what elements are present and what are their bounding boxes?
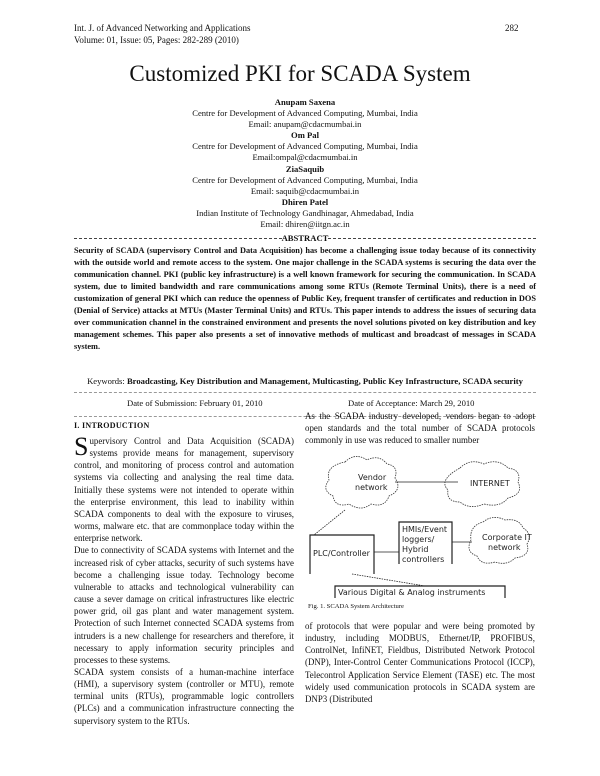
drop-cap: S <box>74 432 89 461</box>
scada-architecture-figure <box>300 452 545 598</box>
divider <box>328 238 536 239</box>
node-label: loggers/ <box>402 535 435 544</box>
node-label: Various Digital & Analog instruments <box>338 588 486 597</box>
author-affiliation: Centre for Development of Advanced Computing, Mumbai, India <box>192 108 418 119</box>
author-affiliation: Indian Institute of Technology Gandhinagar, Ahmedabad, India <box>196 207 414 218</box>
paragraph <box>74 432 294 544</box>
node-label: INTERNET <box>470 479 510 488</box>
author-email: Email: dhiren@iitgn.ac.in <box>260 219 350 230</box>
section-heading: I. INTRODUCTION <box>74 421 150 430</box>
author-name: Om Pal <box>291 130 319 141</box>
acceptance-date: Date of Acceptance: March 29, 2010 <box>348 398 475 408</box>
journal-name: Int. J. of Advanced Networking and Applications <box>74 23 251 33</box>
abstract-heading-row <box>74 233 536 243</box>
author-affiliation: Centre for Development of Advanced Computing, Mumbai, India <box>192 174 418 185</box>
author-email: Email:ompal@cdacmumbai.in <box>252 152 358 163</box>
divider <box>74 392 536 393</box>
node-label: network <box>488 543 521 552</box>
node-label: Corporate IT <box>482 533 532 542</box>
author-affiliation: Centre for Development of Advanced Computing, Mumbai, India <box>192 141 418 152</box>
author-email: Email: anupam@cdacmumbai.in <box>248 119 362 130</box>
paragraph: SCADA system consists of a human-machine interface (HMI), a supervisory system (controller or MTU), remote terminal units (RTUs), programmable logic controllers (PLCs) and a communication infrastructure connecting the supervisory system to the RTUs. <box>74 666 294 726</box>
node-label: Vendor <box>358 473 387 482</box>
link-line <box>352 574 425 586</box>
keywords-label: Keywords: <box>87 376 127 386</box>
paper-title: Customized PKI for SCADA System <box>129 61 471 86</box>
page-number: 282 <box>505 23 519 33</box>
divider <box>74 238 282 239</box>
link-line <box>314 510 345 535</box>
keywords-text: Broadcasting, Key Distribution and Management, Multicasting, Public Key Infrastructure, SCADA security <box>126 376 523 386</box>
journal-volume: Volume: 01, Issue: 05, Pages: 282-289 (2010) <box>74 35 239 45</box>
node-label: Hybrid <box>402 545 429 554</box>
submission-date: Date of Submission: February 01, 2010 <box>127 398 263 408</box>
node-label: PLC/Controller <box>313 549 370 558</box>
right-column-top: As the SCADA industry developed, vendors began to adopt open standards and the total number of SCADA protocols commonly in use was reduced to smaller number <box>305 411 535 446</box>
right-column-bottom: of protocols that were popular and were being promoted by industry, including MODBUS, Ethernet/IP, PROFIBUS, ControlNet, InfiNET, Fieldbus, Distributed Network Protocol (DNP), Inter-Control Center Communications Protocol (ICCP), Telecontrol Application Service Element (TASE) etc. The most widely used communication protocols in SCADA system are DNP3 (Distributed <box>305 621 535 704</box>
node-label: HMIs/Event <box>402 525 448 534</box>
left-column <box>74 432 294 727</box>
keywords <box>74 376 536 387</box>
figure-caption: Fig. 1. SCADA System Architecture <box>308 603 404 610</box>
abstract-text: Security of SCADA (supervisory Control and Data Acquisition) has become a challenging issue today because of its connectivity with the outside world and remote access to the system. One major challenge in the SCADA systems is securing the data over the communication channel. PKI (public key infrastructure) is a well known framework for securing the communication. In SCADA system, due to limited bandwidth and rare communications among some RTUs (Remote Terminal Units), there is a need of customization of general PKI which can reduce the openness of Public Key, frequent transfer of certificates and reduction in DOS (Denial of Service) attacks at MTUs (Master Terminal Units) and RTUs. This paper intends to address the issues of securing data over communication channel in the constrained environment and presents the novel solutions pivoted on key distribution and key management schemes. This paper also presents a set of innovative methods of multicast and broadcast of messages in SCADA system. <box>74 246 536 351</box>
paragraph-text: upervisory Control and Data Acquisition (SCADA) systems provide means for management, supervisory control, and monitoring of process control and automation systems via collecting and analysing the real time data. Initially these systems were not intended to operate within the enterprise environment, this lead to inability within SCADA components to deal with the exposure to viruses, worms, malware etc. that are commonplace today within the enterprise network. <box>74 436 294 544</box>
node-label: controllers <box>402 555 445 564</box>
author-email: Email: saquib@cdacmumbai.in <box>250 185 360 196</box>
author-name: Dhiren Patel <box>281 196 329 207</box>
author-name: ZiaSaquib <box>285 163 325 174</box>
abstract-heading: ABSTRACT <box>281 233 329 243</box>
author-list <box>74 97 536 230</box>
paragraph: Due to connectivity of SCADA systems with Internet and the increased risk of cyber attacks, security of such systems have become a challenging issue today. Technology become vulnerable to attacks and technological vulnerability can cause a sever damage on critical infrastructures like electric power grid, oil gas plant and water management system. Protection of such Internet connected SCADA systems from intruders is a new challenge for researchers and therefore, it necessary to apply information security principles and processes to these systems. <box>74 545 294 665</box>
author-name: Anupam Saxena <box>274 97 336 107</box>
node-label: network <box>355 483 388 492</box>
